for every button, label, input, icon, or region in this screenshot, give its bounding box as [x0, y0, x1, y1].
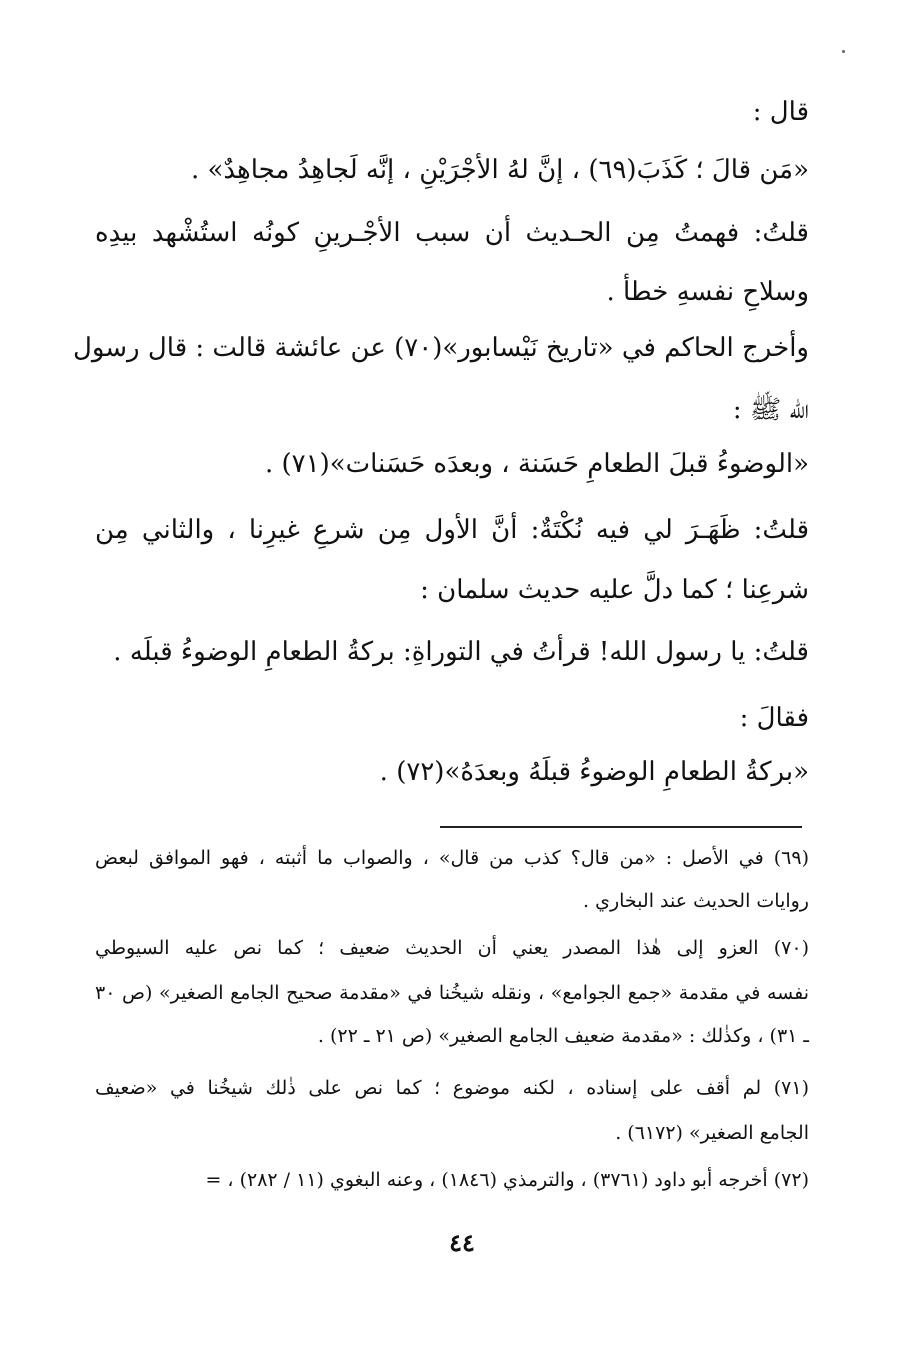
body-line-1: قال : — [752, 97, 809, 127]
footnote-line-4: نفسه في مقدمة «جمع الجوامع» ، ونقله شيخُنا في «مقدمة صحيح الجامع الصغير» (ص ٣٠ — [95, 982, 809, 1004]
body-line-8: قلتُ: ظَهَـرَ لي فيه نُكْتَةٌ: أنَّ الأول مِن شرعِ غيرِنا ، والثاني مِن — [95, 515, 809, 545]
body-line-12: «بركةُ الطعامِ الوضوءُ قبلَهُ وبعدَهُ»(٧٢) . — [379, 757, 809, 787]
footnote-line-2: روايات الحديث عند البخاري . — [583, 890, 809, 912]
footnote-line-5: ـ ٣١) ، وكذٰلك : «مقدمة ضعيف الجامع الصغير» (ص ٢١ ـ ٢٢) . — [317, 1025, 809, 1047]
footnote-line-8: (٧٢) أخرجه أبو داود (٣٧٦١) ، والترمذي (١٨٤٦) ، وعنه البغوي (١١ / ٢٨٢) ، = — [205, 1169, 809, 1191]
footnote-line-7: الجامع الصغير» (٦١٧٢) . — [615, 1122, 809, 1144]
body-line-6: الله ﷺ : — [732, 395, 809, 425]
body-line-11: فقالَ : — [739, 703, 809, 733]
page-number: ٤٤ — [449, 1228, 475, 1257]
footnote-separator — [440, 826, 802, 828]
body-line-3: قلتُ: فهمتُ مِن الحـديث أن سبب الأجْـرينِ كونُه استُشْهد بيدِه — [95, 218, 809, 248]
body-line-9: شرعِنا ؛ كما دلَّ عليه حديث سلمان : — [420, 575, 809, 605]
body-line-4: وسلاحِ نفسهِ خطأ . — [606, 277, 809, 307]
body-line-2: «مَن قالَ ؛ كَذَبَ(٦٩) ، إنَّ لهُ الأجْرَيْنِ ، إنَّه لَجاهِدُ مجاهِدٌ» . — [190, 155, 809, 185]
body-line-5: وأخرج الحاكم في «تاريخ نَيْسابور»(٧٠) عن عائشة قالت : قال رسول — [72, 333, 809, 363]
body-line-10: قلتُ: يا رسول الله! قرأتُ في التوراةِ: بركةُ الطعامِ الوضوءُ قبلَه . — [113, 637, 809, 667]
scan-speck — [842, 50, 845, 53]
body-line-7: «الوضوءُ قبلَ الطعامِ حَسَنة ، وبعدَه حَسَنات»(٧١) . — [264, 449, 809, 479]
footnote-line-3: (٧٠) العزو إلى هٰذا المصدر يعني أن الحديث ضعيف ؛ كما نص عليه السيوطي — [95, 937, 809, 959]
footnote-line-6: (٧١) لم أقف على إسناده ، لكنه موضوع ؛ كما نص على ذٰلك شيخُنا في «ضعيف — [95, 1077, 810, 1099]
footnote-line-1: (٦٩) في الأصل : «من قال؟ كذب من قال» ، والصواب ما أثبته ، فهو الموافق لبعض — [95, 847, 809, 869]
